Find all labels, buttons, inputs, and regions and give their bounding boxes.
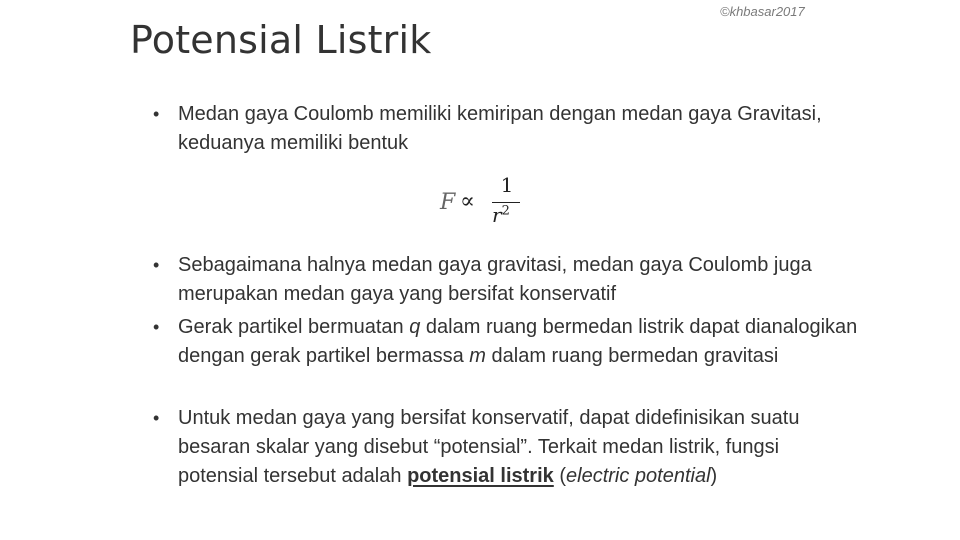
formula xyxy=(440,175,530,235)
formula-relation: ∝ xyxy=(460,189,475,214)
bullet-text: Sebagaimana halnya medan gaya gravitasi, medan gaya Coulomb juga merupakan medan gaya yang bersifat konservatif xyxy=(178,254,812,305)
formula-exponent: 2 xyxy=(501,203,510,219)
bullet-icon: • xyxy=(153,317,160,337)
variable-m: m xyxy=(469,345,486,367)
watermark: ©khbasar2017 xyxy=(720,4,805,19)
key-term-english: electric potential xyxy=(566,465,711,487)
bullet-icon: • xyxy=(153,408,160,428)
bullet-icon: • xyxy=(153,255,160,275)
bullet-text: Untuk medan gaya yang bersifat konservatif, dapat didefinisikan suatu besaran skalar yang disebut “potensial”. Terkait medan listrik, fungsi potensial tersebut adalah potensial listrik (electric potential) xyxy=(178,407,800,487)
formula-denominator: $r^2$ xyxy=(492,203,510,227)
formula-numerator: 1 xyxy=(500,173,514,197)
bullet-text: Gerak partikel bermuatan q dalam ruang bermedan listrik dapat dianalogikan dengan gerak partikel bermassa m dalam ruang bermedan gravitasi xyxy=(178,316,858,367)
bullet-text: Medan gaya Coulomb memiliki kemiripan dengan medan gaya Gravitasi, keduanya memiliki bentuk xyxy=(178,103,822,154)
bullet-icon: • xyxy=(153,104,160,124)
slide-title: Potensial Listrik xyxy=(130,18,432,62)
key-term: potensial listrik xyxy=(407,465,554,487)
variable-q: q xyxy=(409,316,421,338)
formula-lhs: F xyxy=(440,190,456,215)
